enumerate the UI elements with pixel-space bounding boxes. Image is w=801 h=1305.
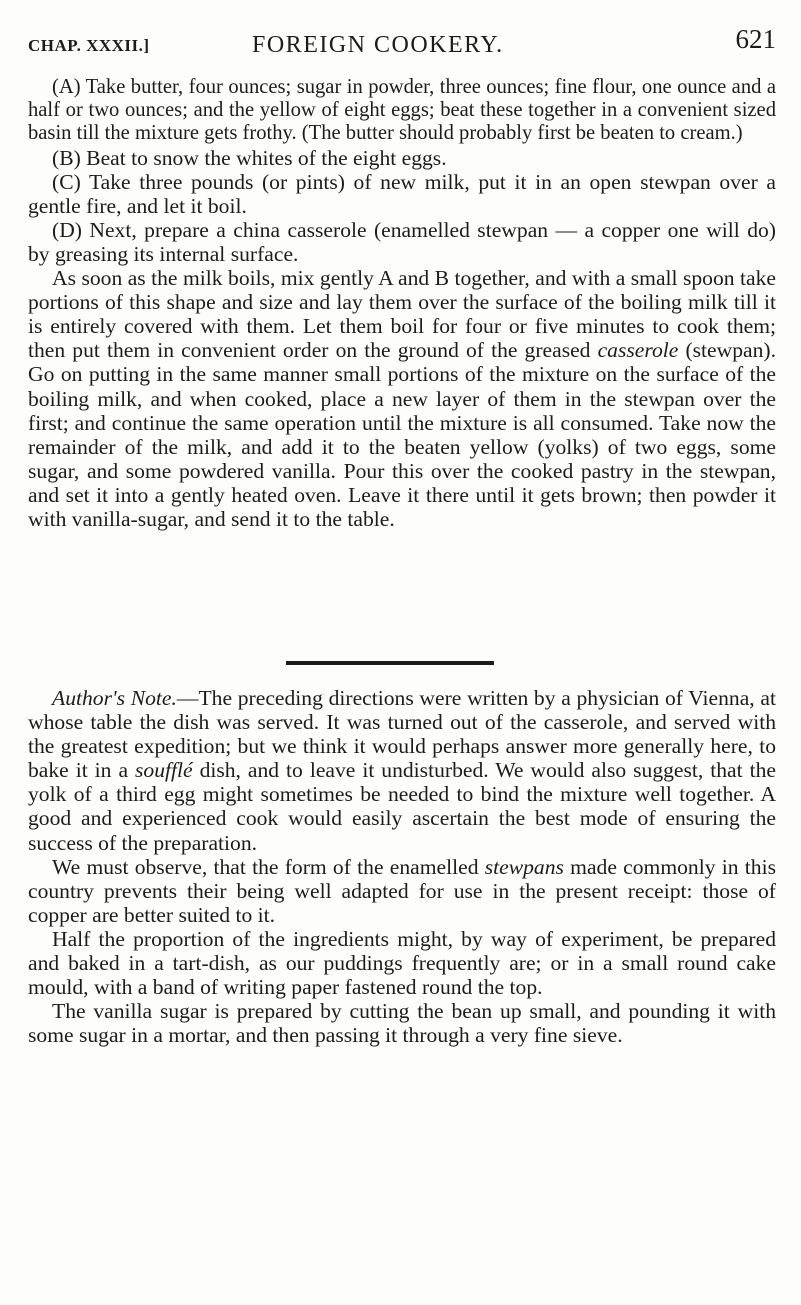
section-divider: [286, 661, 494, 665]
recipe-step-b: (B) Beat to snow the whites of the eight eggs.: [52, 145, 447, 170]
authors-note: [28, 686, 776, 1047]
running-header: [28, 20, 776, 70]
recipe-method: [28, 266, 776, 531]
note-paragraph-2: [28, 855, 776, 927]
note-paragraph-1: [28, 686, 776, 855]
recipe-steps-continued: [28, 146, 776, 532]
note-souffle-word: soufflé: [135, 758, 193, 783]
note-text-2a: We must observe, that the form of the enamelled: [52, 854, 479, 879]
note-text-1a: —The preceding directions were written by a physician of Vienna, at whose table the dish was served. It was turned out of the casserole, and served with the greatest expedition; but we think it would perhaps answer more generally here, to bake it in a: [28, 686, 776, 783]
note-text-2b: made commonly in this country prevents their being well adapted for use in the present receipt: those of copper are better suited to it.: [28, 854, 776, 927]
method-text-1: As soon as the milk boils, mix gently A and B together, and with a small spoon take portions of this shape and size and lay them over the surface of the boiling milk till it is entirely covered with them. Let them boil for four or five minutes to cook them; then put them in convenient order on the ground of the greased: [28, 266, 776, 363]
page-number: 621: [735, 24, 776, 54]
note-paragraph-3: Half the proportion of the ingredients might, by way of experiment, be prepared and baked in a tart-dish, as our puddings frequently are; or in a small round cake mould, with a band of writing paper fastened round the top.: [28, 926, 776, 1000]
chapter-label: CHAP. XXXII.]: [28, 36, 150, 55]
note-text-1b: dish, and to leave it undisturbed. We would also suggest, that the yolk of a third egg might sometimes be needed to bind the mixture well together. A good and experienced cook would easily ascertain the best mode of ensuring the success of the preparation.: [28, 758, 776, 855]
recipe-text: [28, 76, 776, 531]
method-text-2: (stewpan). Go on putting in the same manner small portions of the mixture on the surface of the boiling milk, and when cooked, place a new layer of them in the stewpan over the first; and continue the same operation until the mixture is all consumed. Take now the remainder of the milk, and add it to the beaten yellow (yolks) of two eggs, some sugar, and some powdered vanilla. Pour this over the cooked pastry in the stewpan, and set it into a gently heated oven. Leave it there until it gets brown; then powder it with vanilla-sugar, and send it to the table.: [28, 338, 776, 532]
method-casserole-word: casserole: [597, 338, 679, 363]
note-paragraph-4: The vanilla sugar is prepared by cutting the bean up small, and pounding it with some sugar in a mortar, and then passing it through a very fine sieve.: [28, 999, 776, 1048]
recipe-step-d: (D) Next, prepare a china casserole (enamelled stewpan — a copper one will do) by greasing its internal surface.: [28, 217, 776, 266]
note-label: Author's Note.: [52, 686, 177, 710]
recipe-step-a: (A) Take butter, four ounces; sugar in powder, three ounces; fine flour, one ounce and a half or two ounces; and the yellow of eight eggs; beat these together in a convenient sized basin till the mixture gets frothy. (The butter should probably first be beaten to cream.): [28, 76, 776, 145]
note-stewpans-word: stewpans: [484, 854, 564, 879]
page-title: FOREIGN COOKERY.: [252, 32, 504, 58]
recipe-step-c: (C) Take three pounds (or pints) of new milk, put it in an open stewpan over a gentle fire, and let it boil.: [28, 169, 776, 218]
